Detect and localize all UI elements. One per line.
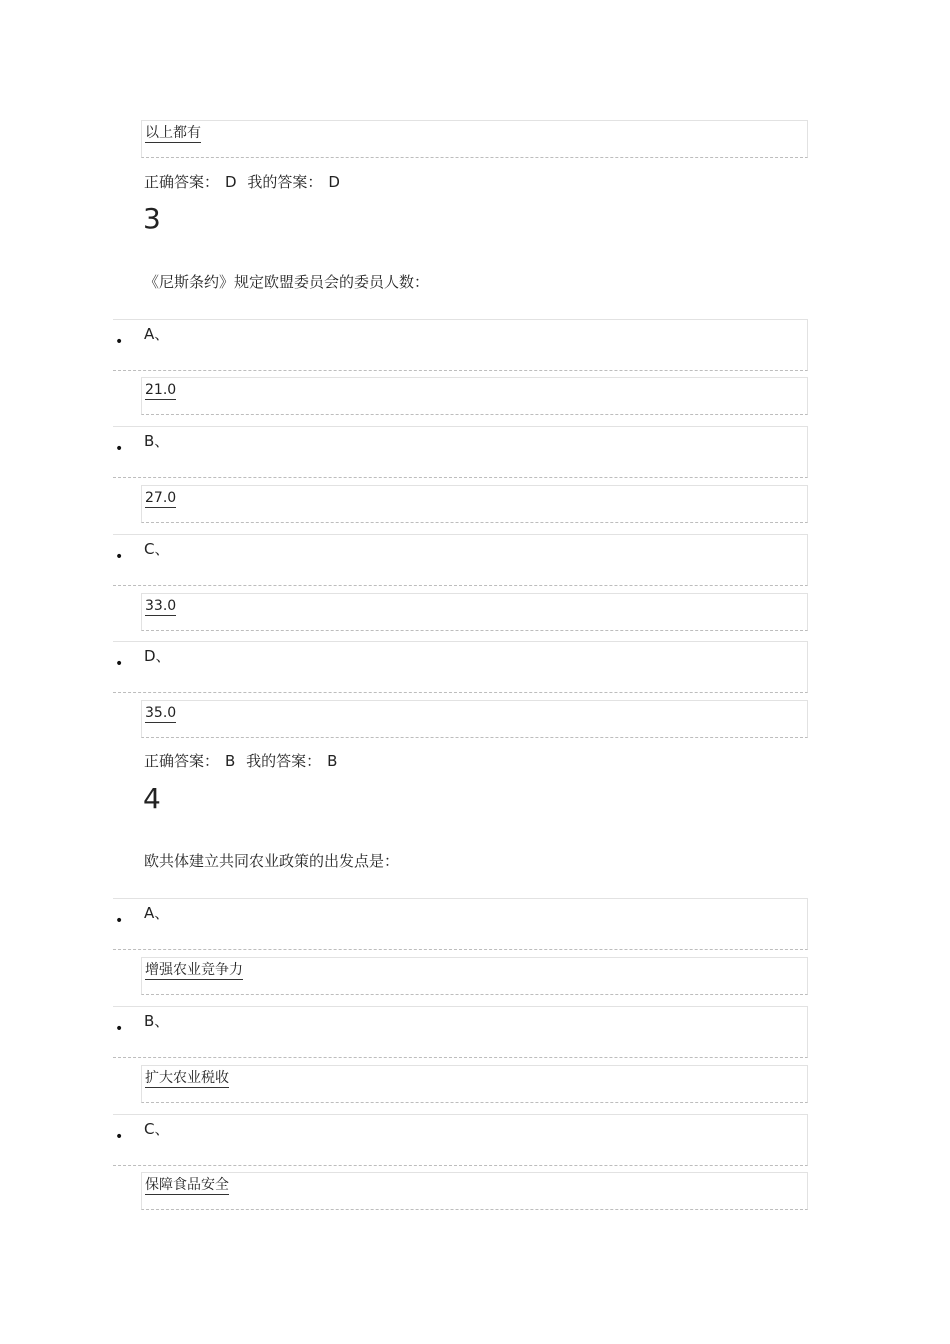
- option-text-box[interactable]: [141, 1172, 808, 1210]
- bullet-icon: •: [115, 1129, 124, 1145]
- bullet-icon: •: [115, 334, 124, 350]
- question-text: 《尼斯条约》规定欧盟委员会的委员人数：: [144, 273, 430, 291]
- option-letter: D、: [144, 647, 171, 665]
- bullet-icon: •: [115, 441, 124, 457]
- option-text: 保障食品安全: [145, 1177, 229, 1193]
- correct-answer-value: D: [225, 173, 237, 191]
- option-text-box[interactable]: [141, 700, 808, 738]
- option-text-box[interactable]: [141, 593, 808, 631]
- option-text-box: [141, 120, 808, 158]
- bullet-icon: •: [115, 656, 124, 672]
- bullet-icon: •: [115, 549, 124, 565]
- correct-answer-value: B: [225, 752, 236, 770]
- question-number: 3: [143, 202, 161, 235]
- option-letter: A、: [144, 325, 170, 343]
- correct-answer-label: 正确答案：: [144, 173, 220, 191]
- option-text-box[interactable]: [141, 485, 808, 523]
- bullet-icon: •: [115, 1021, 124, 1037]
- option-text: 21.0: [145, 382, 177, 398]
- option-letter: C、: [144, 540, 170, 558]
- option-row-b[interactable]: [113, 1006, 808, 1058]
- my-answer-value: B: [327, 752, 338, 770]
- option-letter: A、: [144, 904, 170, 922]
- correct-answer-label: 正确答案：: [144, 752, 220, 770]
- question-number: 4: [143, 782, 161, 815]
- option-text-box[interactable]: [141, 957, 808, 995]
- my-answer-value: D: [328, 173, 340, 191]
- question-text: 欧共体建立共同农业政策的出发点是：: [144, 852, 400, 870]
- my-answer-label: 我的答案：: [246, 752, 322, 770]
- answer-line: [144, 751, 337, 771]
- answer-line: [144, 172, 340, 192]
- option-letter: B、: [144, 432, 170, 450]
- option-row-c[interactable]: [113, 1114, 808, 1166]
- option-text: 以上都有: [145, 125, 201, 141]
- option-text: 增强农业竞争力: [145, 962, 243, 978]
- option-text: 27.0: [145, 490, 177, 506]
- option-text-box[interactable]: [141, 1065, 808, 1103]
- option-row-d[interactable]: [113, 641, 808, 693]
- option-row-c[interactable]: [113, 534, 808, 586]
- my-answer-label: 我的答案：: [247, 173, 323, 191]
- option-text-box[interactable]: [141, 377, 808, 415]
- option-row-a[interactable]: [113, 898, 808, 950]
- option-row-b[interactable]: [113, 426, 808, 478]
- option-text: 33.0: [145, 598, 177, 614]
- option-text: 35.0: [145, 705, 177, 721]
- bullet-icon: •: [115, 913, 124, 929]
- option-text: 扩大农业税收: [145, 1070, 229, 1086]
- option-letter: B、: [144, 1012, 170, 1030]
- option-letter: C、: [144, 1120, 170, 1138]
- option-row-a[interactable]: [113, 319, 808, 371]
